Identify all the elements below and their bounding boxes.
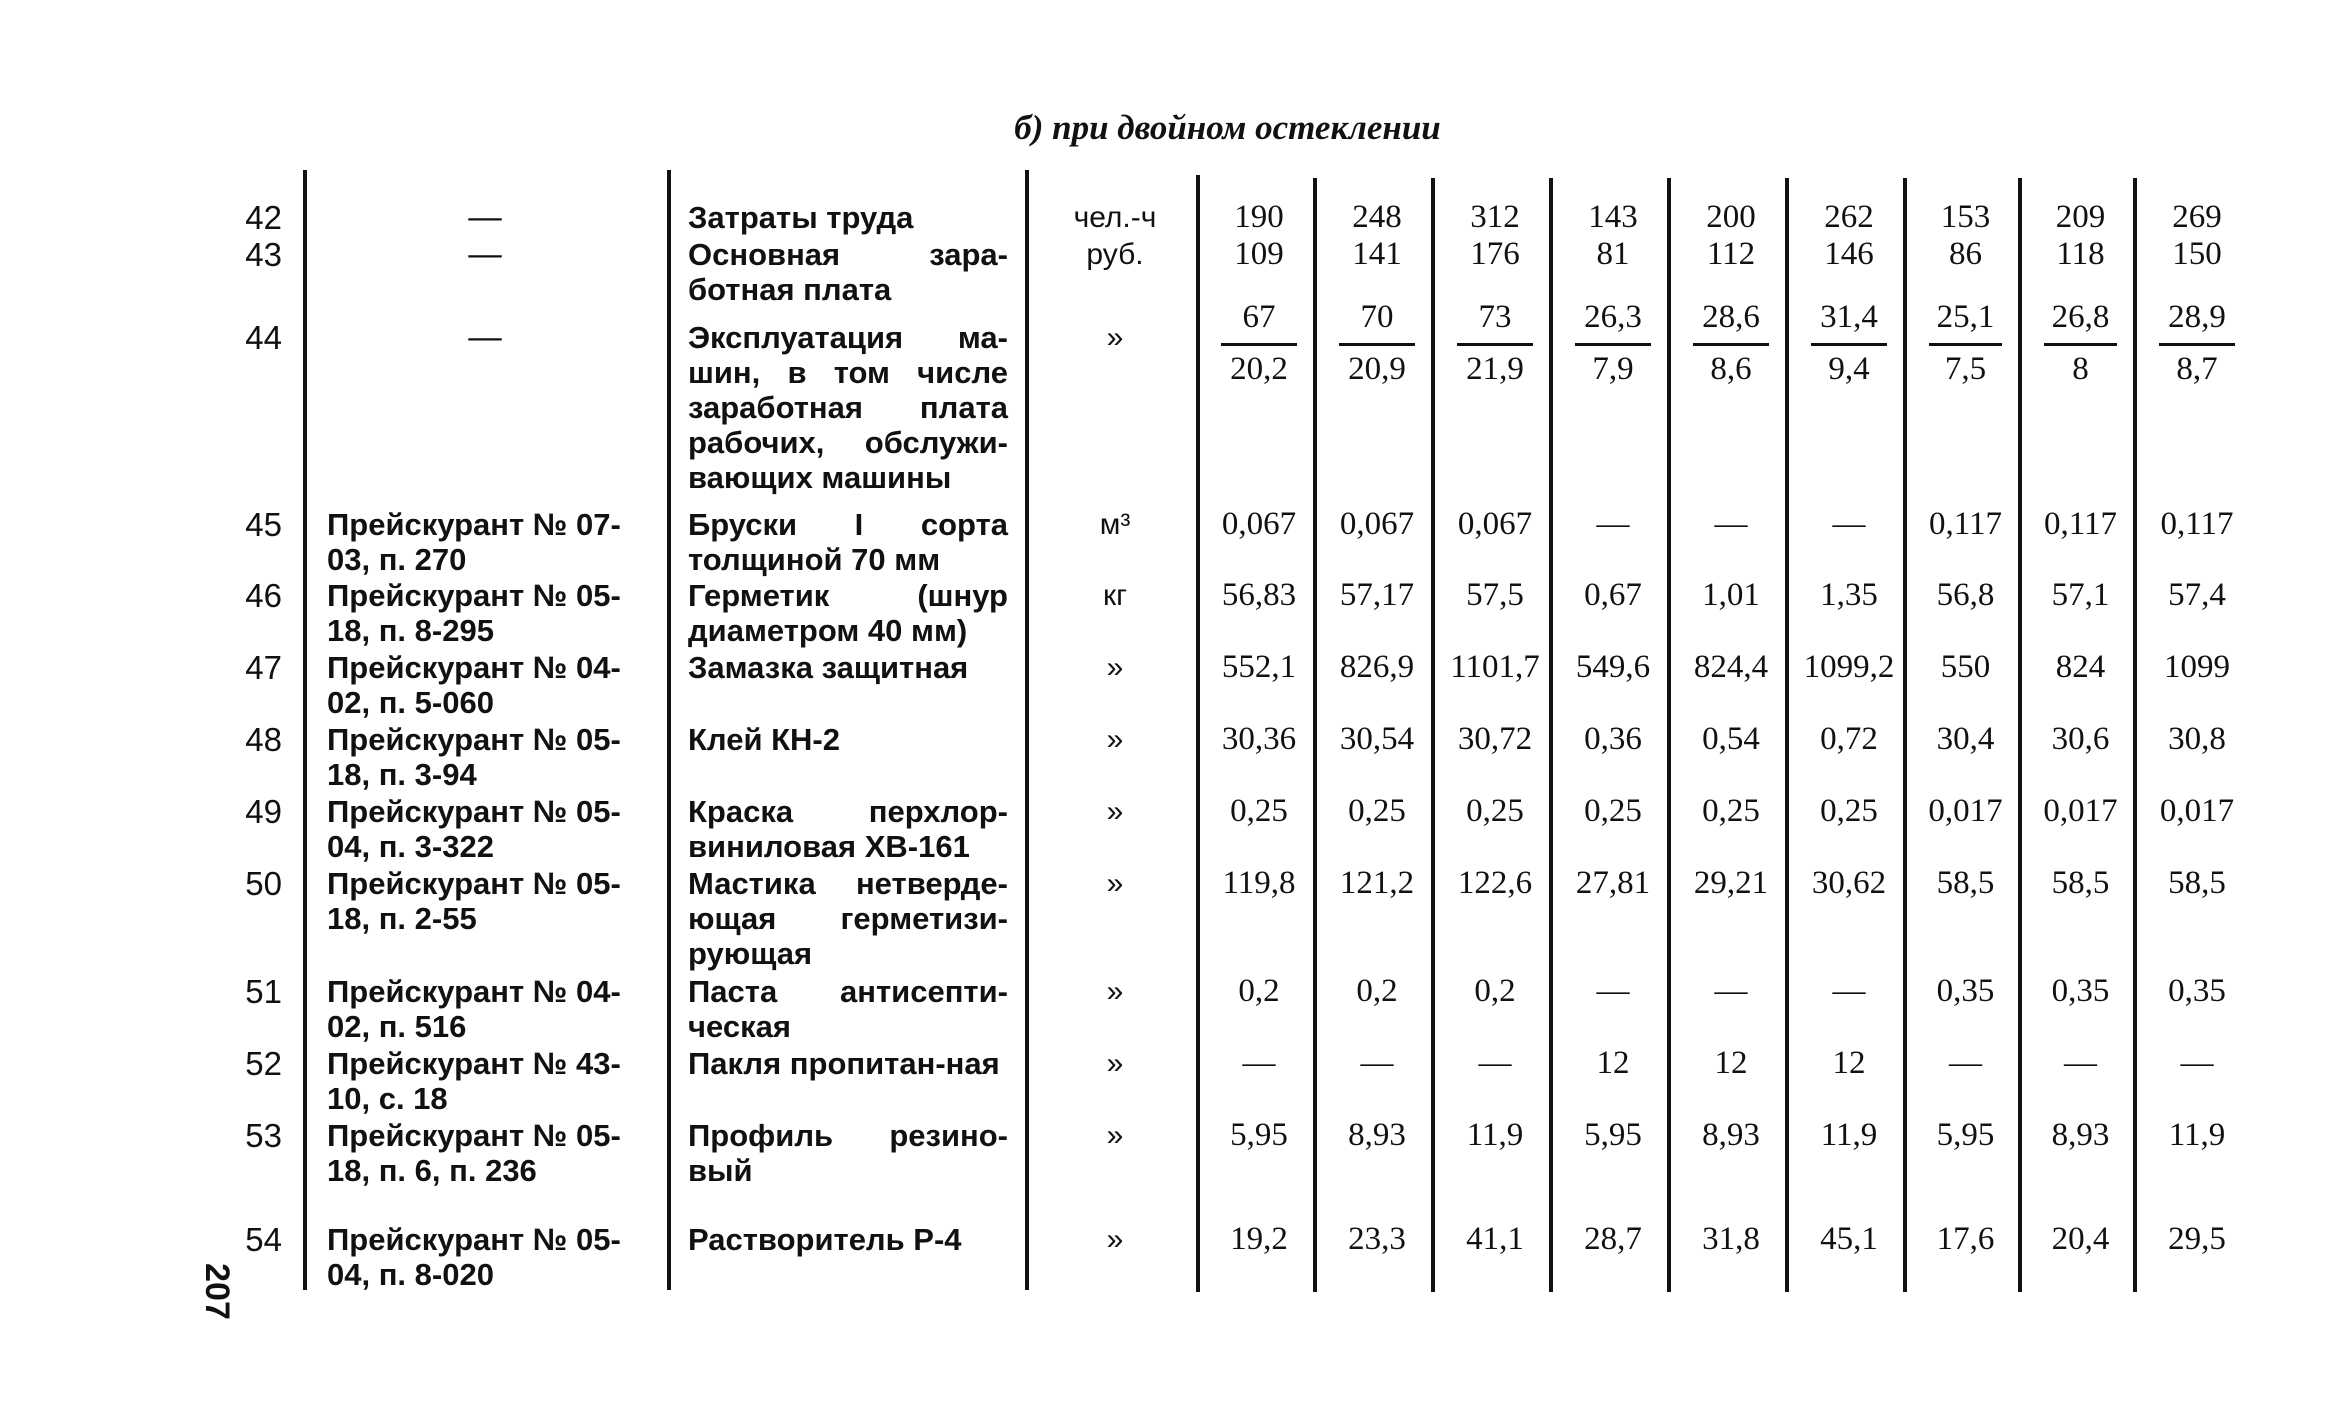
- value-cell: 0,67: [1584, 577, 1642, 613]
- fraction-bar: [1339, 343, 1415, 346]
- value-cell: 11,9: [2168, 1117, 2226, 1153]
- value-cell: —: [1832, 973, 1866, 1009]
- value-cell: 0,117: [2160, 506, 2234, 542]
- value-cell: 190: [1234, 199, 1284, 235]
- unit-of-measure: »: [1106, 867, 1124, 900]
- fraction-denominator: 7,9: [1592, 351, 1634, 387]
- value-cell: 0,067: [1457, 506, 1533, 542]
- value-cell: 8,93: [2051, 1117, 2110, 1153]
- value-cell: 209: [2055, 199, 2106, 235]
- fraction-denominator: 8: [2072, 351, 2089, 387]
- value-cell: 0,25: [1466, 793, 1524, 829]
- resource-name: Затраты труда: [688, 200, 914, 235]
- value-fraction: [2023, 300, 2138, 390]
- value-cell: 58,5: [1936, 865, 1995, 901]
- value-cell: —: [1242, 1045, 1276, 1081]
- value-cell: 0,2: [1356, 973, 1398, 1009]
- row-number: 46: [245, 577, 282, 614]
- resource-name: Профиль резино-вый: [688, 1118, 1008, 1188]
- row-number: 47: [245, 649, 282, 686]
- value-cell: 12: [1596, 1045, 1630, 1081]
- column-rule: [667, 170, 671, 1290]
- value-cell: 119,8: [1222, 865, 1296, 901]
- fraction-denominator: 21,9: [1466, 351, 1524, 387]
- value-cell: 11,9: [1466, 1117, 1524, 1153]
- value-cell: 23,3: [1348, 1221, 1406, 1257]
- row-number: 52: [245, 1045, 282, 1082]
- row-number: 44: [245, 319, 282, 356]
- value-cell: 0,017: [2159, 793, 2235, 829]
- row-number: 53: [245, 1117, 282, 1154]
- fraction-bar: [2159, 343, 2235, 346]
- price-list-reference: Прейскурант № 05-18, п. 3-94: [327, 722, 621, 792]
- value-cell: 12: [1714, 1045, 1748, 1081]
- resource-name: Клей КН-2: [688, 722, 840, 757]
- value-cell: 86: [1949, 236, 1982, 272]
- value-cell: 17,6: [1936, 1221, 1995, 1257]
- row-number: 49: [245, 793, 282, 830]
- resource-name: Растворитель Р-4: [688, 1222, 962, 1257]
- unit-of-measure: »: [1106, 975, 1124, 1008]
- value-cell: 57,17: [1339, 577, 1415, 613]
- fraction-denominator: 9,4: [1828, 351, 1870, 387]
- value-cell: 58,5: [2051, 865, 2110, 901]
- price-list-reference: —: [468, 319, 502, 355]
- row-number: 43: [245, 236, 282, 273]
- value-cell: 824,4: [1693, 649, 1769, 685]
- value-cell: 81: [1596, 236, 1630, 272]
- value-cell: 150: [2172, 236, 2222, 272]
- value-cell: 0,72: [1820, 721, 1878, 757]
- value-cell: 1,01: [1702, 577, 1760, 613]
- fraction-bar: [1693, 343, 1769, 346]
- unit-of-measure: »: [1106, 1223, 1124, 1256]
- value-cell: —: [1596, 973, 1630, 1009]
- value-cell: 0,25: [1230, 793, 1288, 829]
- price-list-reference: Прейскурант № 05-18, п. 6, п. 236: [327, 1118, 621, 1188]
- resource-name: Мастика нетверде-ющая герметизи-рующая: [688, 866, 1008, 971]
- value-cell: 0,35: [2168, 973, 2226, 1009]
- value-cell: 550: [1940, 649, 1991, 685]
- value-cell: 57,5: [1466, 577, 1524, 613]
- value-cell: 45,1: [1820, 1221, 1878, 1257]
- price-list-reference: Прейскурант № 05-18, п. 8-295: [327, 578, 621, 648]
- resource-name: Бруски I сорта толщиной 70 мм: [688, 507, 1008, 577]
- value-cell: 0,35: [2051, 973, 2110, 1009]
- value-cell: 5,95: [1584, 1117, 1642, 1153]
- unit-of-measure: чел.-ч: [1073, 201, 1157, 234]
- value-cell: 0,2: [1474, 973, 1516, 1009]
- unit-of-measure: »: [1106, 651, 1124, 684]
- resource-name: Герметик (шнур диаметром 40 мм): [688, 578, 1008, 648]
- fraction-numerator: 28,9: [2168, 299, 2226, 335]
- value-cell: 31,8: [1702, 1221, 1760, 1257]
- value-cell: 27,81: [1575, 865, 1651, 901]
- value-cell: —: [2064, 1045, 2097, 1081]
- fraction-numerator: 67: [1242, 299, 1276, 335]
- value-cell: 11,9: [1820, 1117, 1878, 1153]
- value-cell: 0,54: [1702, 721, 1760, 757]
- value-cell: 28,7: [1584, 1221, 1642, 1257]
- fraction-denominator: 20,2: [1230, 351, 1288, 387]
- value-cell: —: [1596, 506, 1630, 542]
- value-cell: 0,067: [1339, 506, 1415, 542]
- value-cell: 549,6: [1575, 649, 1651, 685]
- unit-of-measure: кг: [1102, 579, 1128, 612]
- price-list-reference: Прейскурант № 05-18, п. 2-55: [327, 866, 621, 936]
- price-list-reference: Прейскурант № 04-02, п. 516: [327, 974, 621, 1044]
- value-cell: 0,25: [1702, 793, 1760, 829]
- unit-of-measure: »: [1106, 795, 1124, 828]
- value-cell: 552,1: [1221, 649, 1297, 685]
- price-list-reference: Прейскурант № 43-10, с. 18: [327, 1046, 621, 1116]
- fraction-numerator: 73: [1478, 299, 1512, 335]
- value-cell: 0,2: [1238, 973, 1280, 1009]
- value-cell: 0,25: [1584, 793, 1642, 829]
- fraction-numerator: 26,3: [1584, 299, 1642, 335]
- value-cell: 121,2: [1339, 865, 1415, 901]
- value-cell: 0,017: [1928, 793, 2003, 829]
- value-cell: 57,1: [2051, 577, 2110, 613]
- unit-of-measure: »: [1106, 321, 1124, 354]
- value-cell: 1099,2: [1803, 649, 1895, 685]
- value-cell: 0,117: [1928, 506, 2003, 542]
- value-cell: 19,2: [1230, 1221, 1288, 1257]
- value-cell: —: [1714, 506, 1748, 542]
- fraction-bar: [1457, 343, 1533, 346]
- value-fraction: [2138, 300, 2256, 390]
- value-cell: 826,9: [1339, 649, 1415, 685]
- value-cell: 312: [1470, 199, 1520, 235]
- row-number: 54: [245, 1221, 282, 1258]
- value-cell: 141: [1352, 236, 1402, 272]
- page-number: 207: [197, 1263, 236, 1320]
- value-cell: —: [1360, 1045, 1394, 1081]
- value-cell: 0,25: [1820, 793, 1878, 829]
- value-cell: 56,8: [1936, 577, 1995, 613]
- resource-name: Эксплуатация ма-шин, в том числе заработная плата рабочих, обслужи-вающих машины: [688, 320, 1008, 495]
- value-cell: 30,36: [1221, 721, 1297, 757]
- value-fraction: [1554, 300, 1672, 390]
- value-cell: 269: [2172, 199, 2222, 235]
- fraction-denominator: 8,7: [2176, 351, 2218, 387]
- fraction-denominator: 7,5: [1944, 351, 1987, 387]
- value-fraction: [1318, 300, 1436, 390]
- unit-of-measure: м³: [1099, 508, 1131, 541]
- resource-name: Краска перхлор-виниловая ХВ-161: [688, 794, 1008, 864]
- fraction-denominator: 8,6: [1710, 351, 1752, 387]
- fraction-numerator: 28,6: [1702, 299, 1760, 335]
- fraction-bar: [1811, 343, 1887, 346]
- fraction-numerator: 25,1: [1936, 299, 1995, 335]
- value-cell: 5,95: [1230, 1117, 1288, 1153]
- value-cell: —: [2180, 1045, 2214, 1081]
- price-list-reference: Прейскурант № 07-03, п. 270: [327, 507, 621, 577]
- value-cell: 12: [1832, 1045, 1866, 1081]
- value-cell: 0,36: [1584, 721, 1642, 757]
- value-cell: —: [1478, 1045, 1512, 1081]
- value-cell: 30,8: [2168, 721, 2226, 757]
- value-cell: 56,83: [1221, 577, 1297, 613]
- value-cell: 20,4: [2051, 1221, 2110, 1257]
- value-cell: 143: [1588, 199, 1638, 235]
- fraction-numerator: 31,4: [1820, 299, 1878, 335]
- price-list-reference: Прейскурант № 05-04, п. 8-020: [327, 1222, 621, 1292]
- value-cell: 29,5: [2168, 1221, 2226, 1257]
- value-cell: 8,93: [1348, 1117, 1406, 1153]
- value-cell: 30,72: [1457, 721, 1533, 757]
- row-number: 42: [245, 199, 282, 236]
- price-list-reference: —: [468, 199, 502, 235]
- fraction-denominator: 20,9: [1348, 351, 1406, 387]
- unit-of-measure: »: [1106, 1119, 1124, 1152]
- price-list-reference: Прейскурант № 05-04, п. 3-322: [327, 794, 621, 864]
- value-cell: 30,54: [1339, 721, 1415, 757]
- unit-of-measure: »: [1106, 723, 1124, 756]
- value-cell: 30,4: [1936, 721, 1995, 757]
- value-cell: 8,93: [1702, 1117, 1760, 1153]
- column-rule: [1025, 170, 1029, 1290]
- value-cell: 122,6: [1457, 865, 1533, 901]
- resource-name: Замазка защитная: [688, 650, 969, 685]
- row-number: 50: [245, 865, 282, 902]
- value-cell: 112: [1706, 236, 1756, 272]
- fraction-bar: [1575, 343, 1651, 346]
- value-cell: 109: [1234, 236, 1284, 272]
- fraction-numerator: 70: [1360, 299, 1394, 335]
- value-cell: 41,1: [1466, 1221, 1524, 1257]
- value-cell: 29,21: [1693, 865, 1769, 901]
- row-number: 51: [245, 973, 282, 1010]
- value-fraction: [1200, 300, 1318, 390]
- value-cell: —: [1949, 1045, 1982, 1081]
- value-cell: 824: [2055, 649, 2106, 685]
- value-cell: 0,067: [1221, 506, 1297, 542]
- value-cell: 262: [1824, 199, 1874, 235]
- column-rule: [303, 170, 307, 1290]
- row-number: 48: [245, 721, 282, 758]
- row-number: 45: [245, 506, 282, 543]
- resource-name: Основная зара-ботная плата: [688, 237, 1008, 307]
- resource-name: Пакля пропитан-ная: [688, 1046, 1000, 1081]
- unit-of-measure: руб.: [1086, 238, 1144, 271]
- value-cell: 30,6: [2051, 721, 2110, 757]
- table-subtitle: б) при двойном остеклении: [1014, 108, 1441, 147]
- value-cell: 0,35: [1936, 973, 1995, 1009]
- value-cell: 0,25: [1348, 793, 1406, 829]
- value-cell: 1,35: [1820, 577, 1878, 613]
- value-cell: 200: [1706, 199, 1756, 235]
- value-cell: —: [1832, 506, 1866, 542]
- value-cell: 58,5: [2168, 865, 2226, 901]
- value-fraction: [1672, 300, 1790, 390]
- price-list-reference: —: [468, 236, 502, 272]
- value-cell: 118: [2056, 236, 2105, 272]
- value-fraction: [1908, 300, 2023, 390]
- fraction-bar: [1929, 343, 2003, 346]
- value-cell: 153: [1940, 199, 1991, 235]
- value-cell: 1099: [2164, 649, 2230, 685]
- value-cell: 146: [1824, 236, 1874, 272]
- value-cell: 57,4: [2168, 577, 2226, 613]
- resource-name: Паста антисепти-ческая: [688, 974, 1008, 1044]
- value-fraction: [1436, 300, 1554, 390]
- value-cell: 5,95: [1936, 1117, 1995, 1153]
- unit-of-measure: »: [1106, 1047, 1124, 1080]
- price-list-reference: Прейскурант № 04-02, п. 5-060: [327, 650, 621, 720]
- fraction-numerator: 26,8: [2051, 299, 2110, 335]
- value-cell: 1101,7: [1450, 649, 1540, 685]
- value-cell: 30,62: [1811, 865, 1887, 901]
- value-fraction: [1790, 300, 1908, 390]
- value-cell: 0,117: [2043, 506, 2118, 542]
- fraction-bar: [1221, 343, 1297, 346]
- value-cell: 176: [1470, 236, 1520, 272]
- fraction-bar: [2044, 343, 2118, 346]
- value-cell: 0,017: [2043, 793, 2118, 829]
- value-cell: —: [1714, 973, 1748, 1009]
- value-cell: 248: [1352, 199, 1402, 235]
